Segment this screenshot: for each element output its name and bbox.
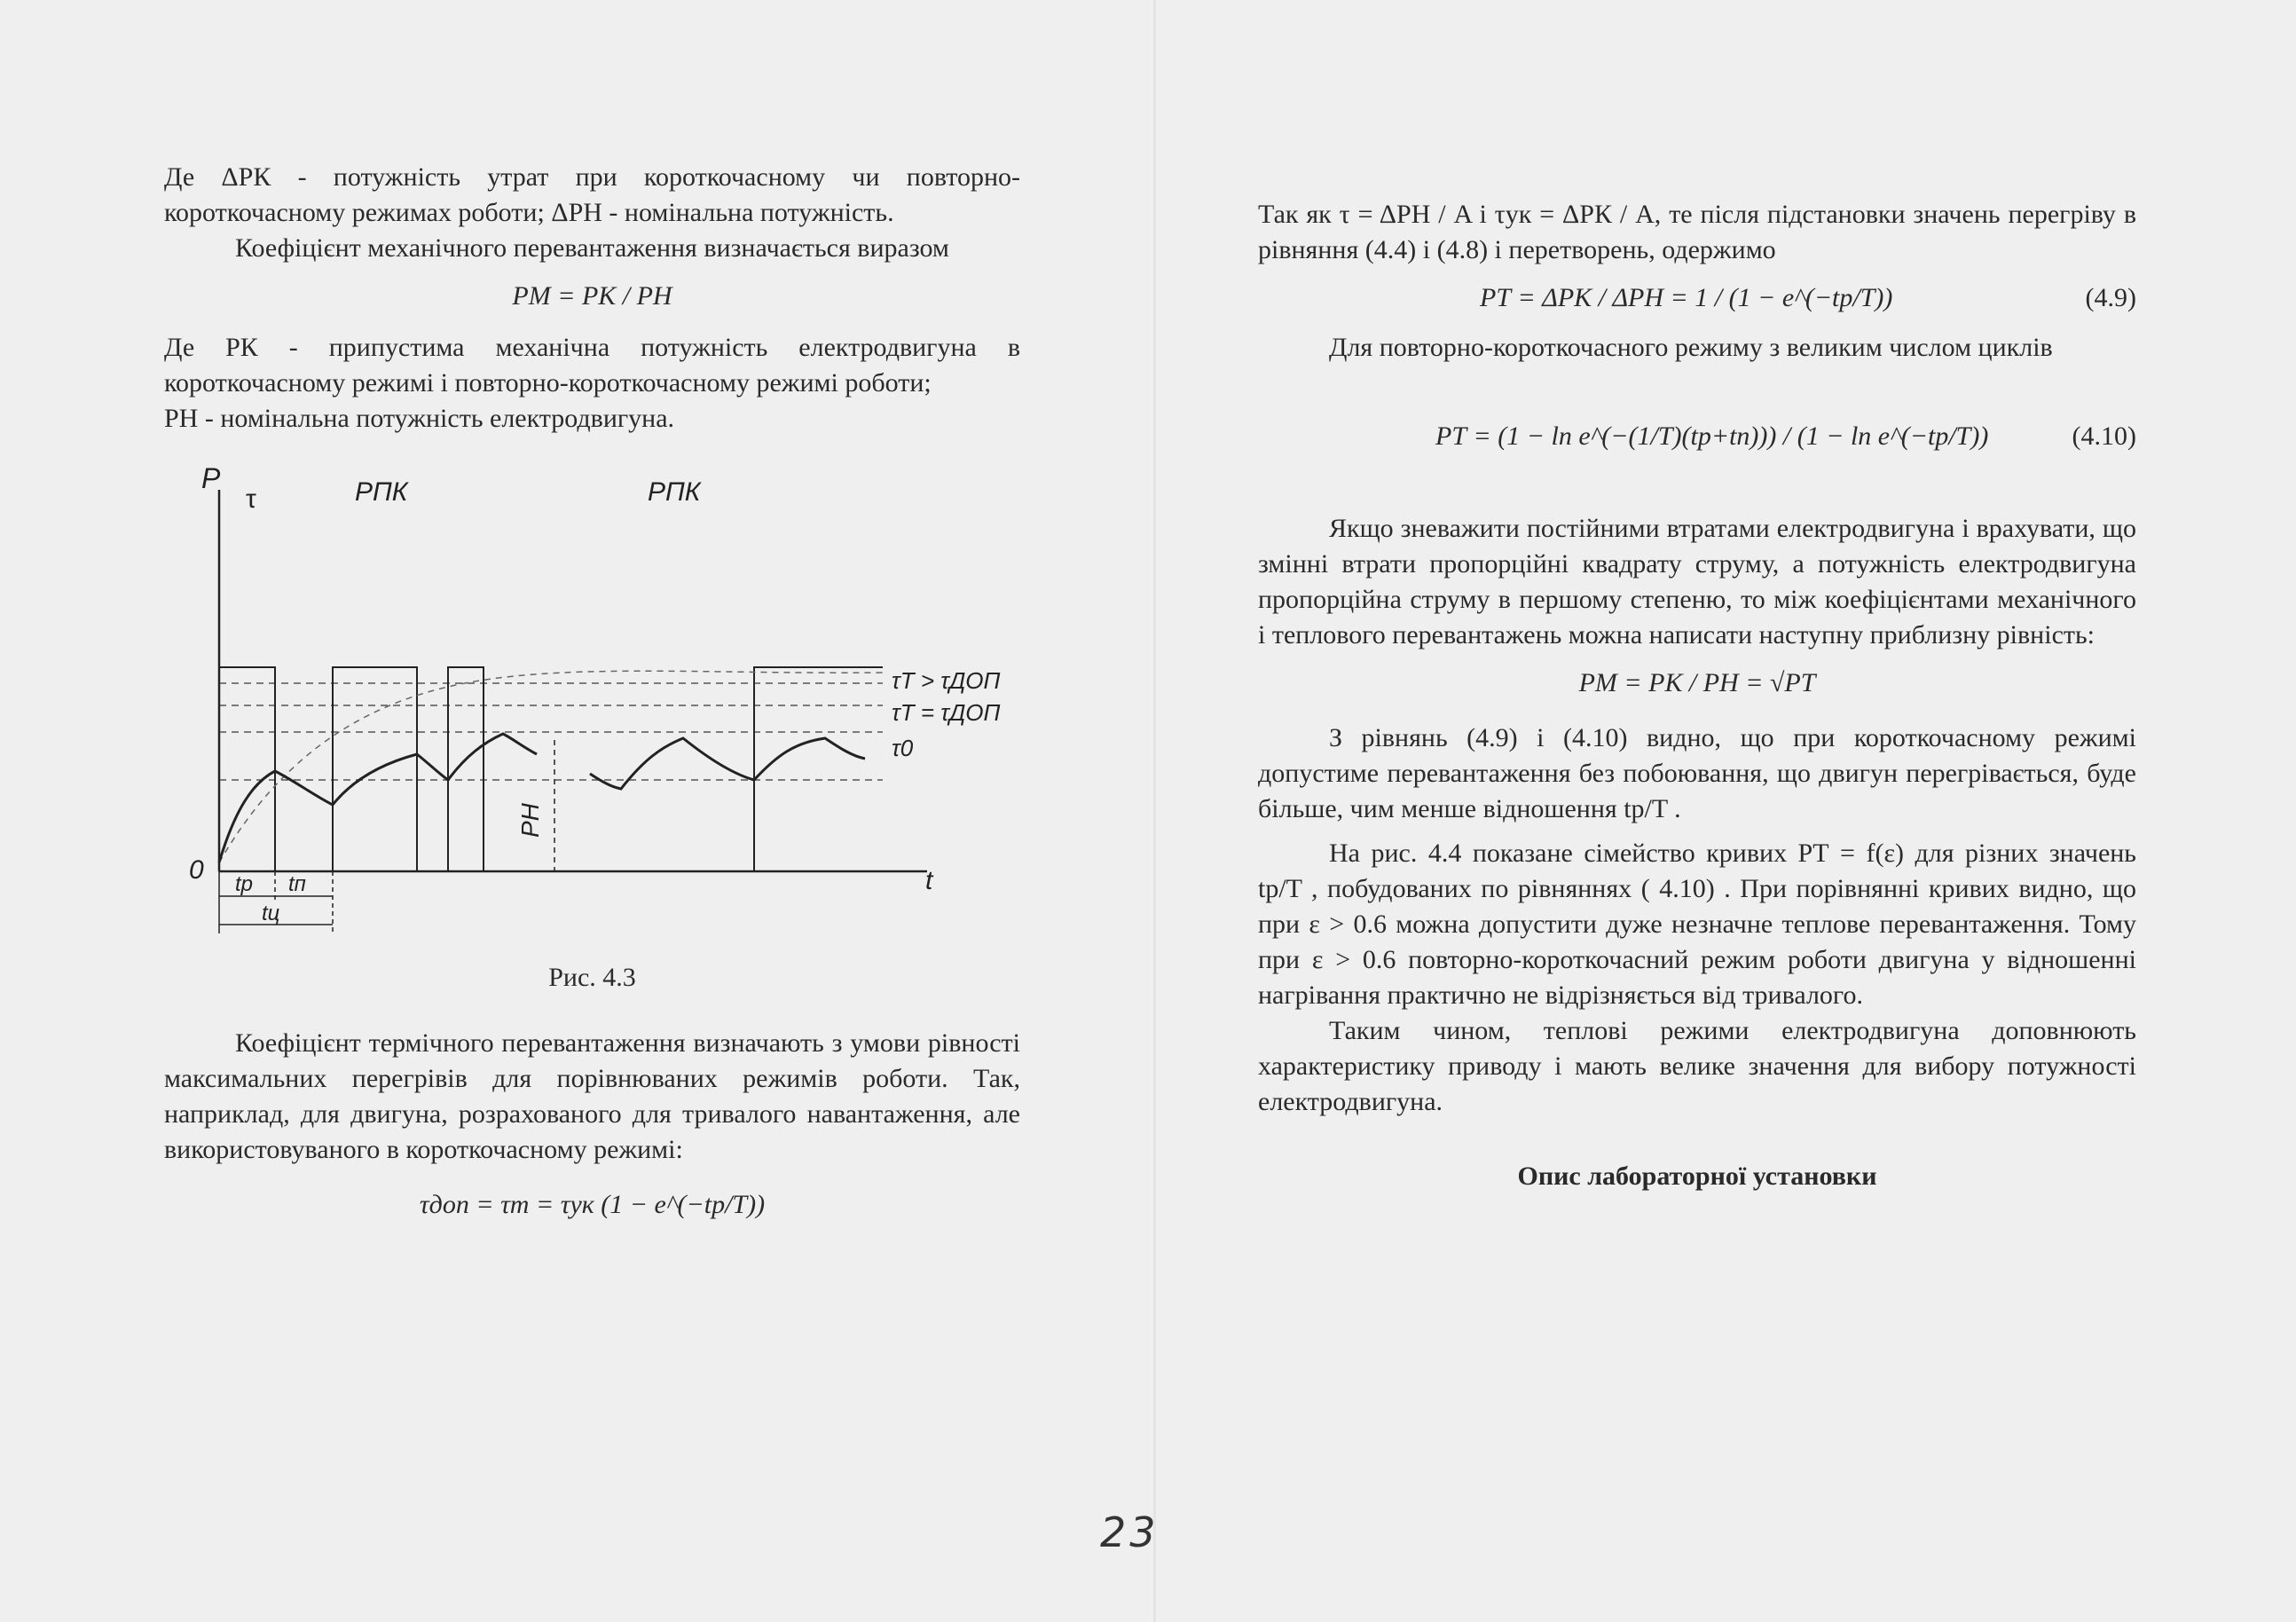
temperature-sawtooth-2	[590, 738, 865, 789]
eq-number-4-10: (4.10)	[2072, 421, 2136, 451]
label-ppk-1: PПК	[355, 477, 408, 507]
label-p: P	[201, 462, 221, 494]
formula-equality: PМ = PК / PН = √PТ	[1578, 668, 1816, 697]
left-paragraph-5: Коефіцієнт термічного перевантаження визначають з умови рівності максимальних перегрівів для порівнюваних режимів роботи. Так, наприклад, для двигуна, розрахованого для тривалого навантаження, але використовуваного в короткочасному режимі:	[164, 1028, 1020, 1164]
label-ppk-2: PПК	[648, 477, 701, 507]
left-paragraph-1: Де ΔPК - потужність утрат при короткочасному чи повторно-короткочасному режимах роботи; ΔPН - номінальна потужність.	[164, 162, 1020, 227]
figure-caption: Рис. 4.3	[548, 963, 636, 992]
label-origin: 0	[189, 855, 204, 885]
right-paragraph-5: На рис. 4.4 показане сімейство кривих PТ = f(ε) для різних значень tр/T , побудованих по рівняннях ( 4.10) . При порівнянні кривих видно, що при ε > 0.6 можна допустити дуже незначне теплове перевантаження. Тому при ε > 0.6 повторно-короткочасний режим роботи двигуна у відношенні нагрівання практично не відрізняється від тривалого.	[1258, 839, 2136, 1010]
formula-tdop: τдоп = τт = τук (1 − e^(−tр/T))	[419, 1190, 766, 1219]
figure-4-3	[164, 454, 1020, 951]
eq-number-4-9: (4.9)	[2085, 283, 2136, 312]
equation-4-10	[1258, 419, 2136, 454]
label-cond-1: τТ > τДОП	[892, 667, 1001, 694]
label-tc: tц	[262, 902, 280, 925]
section-heading: Опис лабораторної установки	[1517, 1161, 1877, 1191]
label-cond-2: τТ = τДОП	[892, 699, 1001, 726]
pulse-3	[448, 667, 484, 871]
formula-pm: PМ = PК / PН	[512, 281, 672, 311]
temperature-sawtooth-1	[219, 734, 537, 862]
label-tn: tп	[288, 872, 306, 896]
label-tau0: τ0	[892, 735, 914, 761]
right-paragraph-2: Для повторно-короткочасного режиму з великим числом циклів	[1329, 333, 2053, 362]
formula-4-9: PТ = ΔPК / ΔPН = 1 / (1 − e^(−tр/T))	[1480, 283, 1893, 312]
equation-4-9	[1258, 280, 2136, 316]
label-tp: tр	[235, 872, 254, 896]
label-tau: τ	[246, 484, 256, 514]
left-paragraph-4: PН - номінальна потужність електродвигуна.	[164, 404, 675, 433]
left-paragraph-3: Де PК - припустима механічна потужність електродвигуна в короткочасному режимі і повторно-короткочасному режимі роботи;	[164, 333, 1020, 398]
page-number: 23	[1100, 1508, 1160, 1556]
right-paragraph-4: З рівнянь (4.9) і (4.10) видно, що при короткочасному режимі допустиме перевантаження без побоювання, що двигун перегрівається, буде більше, чим менше відношення tр/T .	[1258, 723, 2136, 823]
label-ph: PH	[516, 803, 544, 838]
right-page	[1258, 197, 2136, 1194]
left-paragraph-2: Коефіцієнт механічного перевантаження визначається виразом	[235, 233, 949, 263]
pulse-4	[754, 667, 883, 871]
formula-4-10: PТ = (1 − ln e^(−(1/T)(tр+tп))) / (1 − ln e^(−tр/T))	[1435, 421, 1989, 451]
right-paragraph-1: Так як τ = ΔPН / A і τук = ΔPК / A, те після підстановки значень перегріву в рівняння (4.4) і (4.8) і перетворень, одержимо	[1258, 200, 2136, 264]
label-t: t	[925, 866, 933, 895]
heating-curve-continuous	[219, 671, 883, 862]
left-page	[164, 160, 1020, 1226]
right-paragraph-3: Якщо зневажити постійними втратами електродвигуна і врахувати, що змінні втрати пропорційні квадрату струму, а потужність електродвигуна пропорційна струму в першому степеню, то між коефіцієнтами механічного і теплового перевантажень можна написати наступну приблизну рівність:	[1258, 514, 2136, 650]
page-fold	[1153, 0, 1156, 1622]
right-paragraph-6: Таким чином, теплові режими електродвигуна доповнюють характеристику приводу і мають велике значення для вибору потужності електродвигуна.	[1258, 1016, 2136, 1116]
